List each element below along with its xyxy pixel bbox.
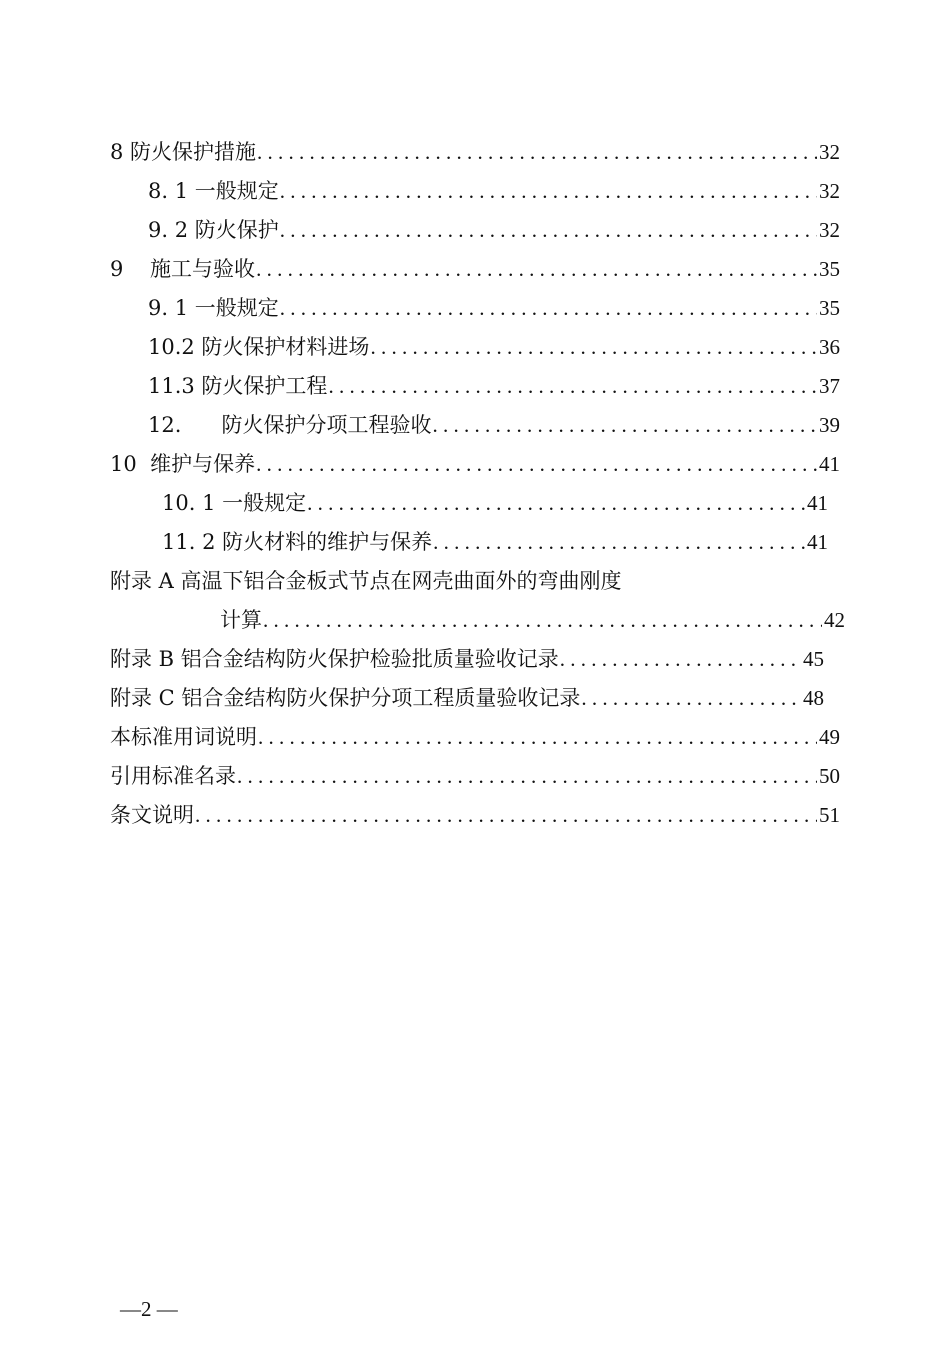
toc-leader-dots xyxy=(262,601,822,640)
toc-entry-page: 41 xyxy=(819,452,840,476)
toc-entry-title-line1[interactable]: 附录 A 高温下铝合金板式节点在网壳曲面外的弯曲刚度 xyxy=(110,569,622,593)
toc-leader-dots xyxy=(431,406,817,445)
toc-entry-page: 39 xyxy=(819,413,840,437)
toc-entry-page: 35 xyxy=(819,257,840,281)
toc-entry[interactable] xyxy=(110,718,840,757)
toc-entry[interactable] xyxy=(148,172,840,211)
toc-leader-dots xyxy=(255,445,817,484)
toc-entry[interactable] xyxy=(110,757,840,796)
toc-leader-dots xyxy=(559,640,801,679)
toc-entry[interactable] xyxy=(110,796,840,835)
toc-entry-page: 42 xyxy=(824,608,845,632)
toc-entry-page: 32 xyxy=(819,218,840,242)
toc-entry-page: 45 xyxy=(803,647,824,671)
toc-leader-dots xyxy=(279,289,817,328)
toc-leader-dots xyxy=(279,172,817,211)
toc-entry-title: 9 施工与验收 xyxy=(110,257,256,281)
toc-leader-dots xyxy=(255,250,817,289)
toc-entry-title: 本标准用词说明 xyxy=(110,725,257,749)
toc-entry[interactable] xyxy=(162,523,828,562)
toc-leader-dots xyxy=(279,211,817,250)
page-number-footer: —2 — xyxy=(120,1297,178,1321)
toc-entry-title: 附录 B 铝合金结构防火保护检验批质量验收记录 xyxy=(110,647,559,671)
toc-entry-page: 41 xyxy=(807,530,828,554)
toc-entry[interactable] xyxy=(148,289,840,328)
toc-entry-page: 36 xyxy=(819,335,840,359)
toc-entry-title: 10.2 防火保护材料进场 xyxy=(148,335,370,359)
toc-entry[interactable] xyxy=(110,133,840,172)
toc-entry[interactable] xyxy=(162,484,828,523)
toc-leader-dots xyxy=(306,484,805,523)
toc-leader-dots xyxy=(256,133,817,172)
toc-entry-page: 32 xyxy=(819,140,840,164)
toc-entry[interactable] xyxy=(220,601,845,640)
toc-entry-title: 条文说明 xyxy=(110,803,194,827)
toc-entry-title: 12. 防火保护分项工程验收 xyxy=(148,413,432,437)
toc-entry[interactable] xyxy=(148,406,840,445)
toc-entry-page: 49 xyxy=(819,725,840,749)
toc-entry-page: 50 xyxy=(819,764,840,788)
toc-entry[interactable] xyxy=(110,445,840,484)
toc-entry[interactable] xyxy=(110,679,824,718)
toc-entry-title: 10 维护与保养 xyxy=(110,452,256,476)
toc-entry-title: 8 防火保护措施 xyxy=(110,140,257,164)
toc-entry-title: 11.3 防火保护工程 xyxy=(148,374,328,398)
toc-entry-title: 9. 2 防火保护 xyxy=(148,218,279,242)
toc-leader-dots xyxy=(432,523,805,562)
toc-entry-title: 附录 C 铝合金结构防火保护分项工程质量验收记录 xyxy=(110,686,581,710)
toc-entry[interactable] xyxy=(148,367,840,406)
toc-entry-title: 9. 1 一般规定 xyxy=(148,296,279,320)
toc-entry-page: 51 xyxy=(819,803,840,827)
toc-leader-dots xyxy=(369,328,817,367)
toc-leader-dots xyxy=(257,718,817,757)
toc-leader-dots xyxy=(580,679,801,718)
toc-entry[interactable] xyxy=(110,640,824,679)
toc-entry[interactable] xyxy=(148,211,840,250)
toc-leader-dots xyxy=(327,367,817,406)
toc-entry-page: 35 xyxy=(819,296,840,320)
toc-entry-title: 引用标准名录 xyxy=(110,764,236,788)
toc-entry-title: 11. 2 防火材料的维护与保养 xyxy=(162,530,433,554)
toc-entry-page: 37 xyxy=(819,374,840,398)
toc-entry-title: 8. 1 一般规定 xyxy=(148,179,279,203)
toc-entry-title: 计算 xyxy=(220,608,262,632)
toc-entry-page: 41 xyxy=(807,491,828,515)
toc-entry-page: 48 xyxy=(803,686,824,710)
toc-entry[interactable] xyxy=(148,328,840,367)
toc-leader-dots xyxy=(194,796,817,835)
toc-entry[interactable] xyxy=(110,250,840,289)
toc-entry-title: 10. 1 一般规定 xyxy=(162,491,307,515)
toc-entry-page: 32 xyxy=(819,179,840,203)
toc-leader-dots xyxy=(236,757,817,796)
